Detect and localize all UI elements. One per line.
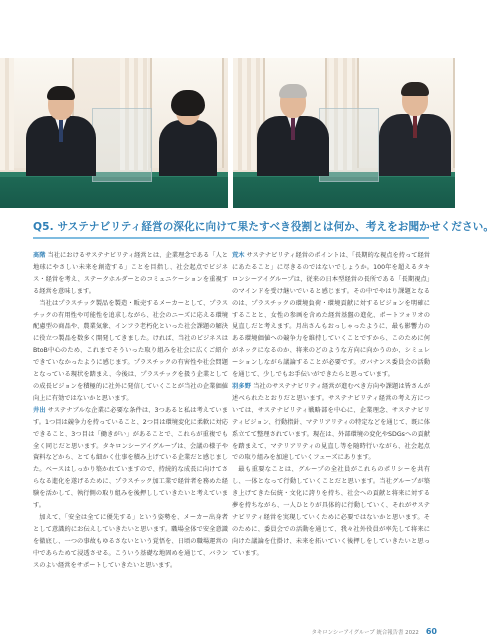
hair	[171, 90, 205, 116]
paragraph: 当社はプラスチック製品を製造・販売するメーカーとして、プラスチックの有用性や可能性を追求しながら、社会のニーズに応える環境配慮型の商品や、農業気象、インフラ老朽化といった社会課題の解決に役立つ製品を数多く開発してきました。ければ、当社のビジネスはBtoB中心のため、これまでそういった取り組みを社会に広くご紹介できていなかったように感じます。プラスチックの有害性や社会問題となっている現状を踏まえ、今後は、プラスチックを扱う企業としての成長ビジョンを積極的に社外に発信していくことが当社の企業価値向上に有効ではないかと思います。	[33, 299, 228, 402]
tie	[413, 116, 417, 138]
speaker-name: 髙階	[33, 252, 46, 259]
acrylic-partition	[92, 108, 152, 182]
report-title: タキロンシーアイグループ 統合報告書 2022	[311, 629, 419, 636]
paragraph	[33, 405, 228, 512]
person-man-left	[26, 76, 96, 176]
heading-rule	[33, 237, 429, 239]
person-man-right	[379, 72, 451, 176]
paragraph-text: サステナビリティ経営のポイントは、「長期的な視点を持って経営にあたること」に尽きるのではないでしょうか。100年を超えるタキロンシーアイグループは、従来の日本型経営の長所である「長期視点」のマインドを受け継いでいると感じます。その中でやはり課題となるのは、プラスチックの環境負荷・環境貢献に対するビジョンを明確にすることと、女性の参画を含めた経営基盤の進化、ポートフォリオの見直しだと考えます。月出さんもおっしゃったように、最も影響力のある環境価値への競争力を維持していくことですから、このために何がネックになるのか、将来のどのような方向に向かうのか、シミュレーションしながら議論することが必要です。ガバナンス委員会の活動を通じて、少しでもお手伝いができたらと思っています。	[232, 252, 431, 379]
question-heading: Q5. サステナビリティ経営の深化に向けて果たすべき役割とは何か、考えをお聞かせください。	[33, 221, 494, 233]
curtain	[0, 58, 14, 170]
person-woman	[158, 78, 218, 176]
page-number: 60	[425, 627, 437, 636]
hair	[401, 82, 429, 96]
hair	[279, 84, 307, 98]
right-column	[232, 250, 430, 560]
page-footer	[312, 627, 438, 636]
paragraph-text: 当社のサステナビリティ経営が進むべき方向や課題は皆さんが述べられたとおりだと思います。サステナビリティ経営の考え方については、サステナビリティ戦略部を中心に、企業理念、サステナビリティビジョン、行動指針、マテリアリティの特定などを通じて、既に体系立てて整理されています。現在は、外部環境の変化やSDGsへの貢献を踏まえて、マテリアリティの見直し等を随時行いながら、社会起点での取り組みを加速していくフェーズにあります。	[232, 382, 431, 462]
tie	[291, 118, 295, 140]
person-man-glasses	[257, 74, 329, 176]
jacket	[159, 120, 217, 176]
photo-left-meeting	[0, 58, 228, 208]
paragraph-text: サステナブルな企業に必要な条件は、3つあると私は考えています。1つ目は競争力を持っていること、2つ目は環境変化に柔軟に対応できること、3つ目は「働きがい」があることで、これらが重複でも全く同じだと思います。タキロンシーアイグループは、会議の様子や資料などから、とても細かく仕事を積み上げている企業だと感じました。ベースはしっかり築かれていますので、持続的な成長に向けてさらなる進化を遂げるために、プラスチック加工業で経営者を務めた経験を活かして、執行側の取り組みを後押ししていきたいと考えています。	[33, 406, 229, 510]
photo-right-meeting	[233, 58, 455, 208]
hair	[47, 86, 75, 100]
left-column	[33, 250, 228, 571]
paragraph	[232, 250, 430, 381]
paragraph-text: 当社におけるサステナビリティ経営とは、企業理念である「人と地球にやさしい未来を創造する」ことを目指し、社会起点でビジネス・経営を考え、ステークホルダーとのコミュニケーションを重視する経営を意味します。	[33, 252, 229, 295]
paragraph	[33, 250, 228, 298]
speaker-name: 羽多野	[232, 382, 252, 390]
tie	[59, 120, 63, 142]
speaker-name: 荒木	[232, 252, 245, 259]
photo-strip	[0, 58, 455, 208]
paragraph: 加えて、「安全は全てに優先する」という姿勢を、メーカー出身者として意識的にお伝えしていきたいと思います。職場全体で安全意識を徹底し、一つの事故もゆるさないという覚悟を、日頃の職場運営の中であらためて浸透させる。こういう基礎な地固めを通じて、バランスのよい経営をサポートしていきたいと思います。	[33, 513, 228, 569]
paragraph: 最も重要なことは、グループの全社員がこれらのポリシーを共有し、一体となって行動していくことだと思います。当社グループが築き上げてきた伝統・文化に誇りを持ち、社会への貢献と将来に対する夢を持ちながら、一人ひとりが具体的に行動していく、それがサステナビリティ経営を実現していくために必要ではないかと思います。そのために、委員会での活動を通じて、我々社外役員が率先して将来に向けた議論を仕掛け、未来を拓いていく後押しをしていきたいと思っています。	[232, 466, 430, 557]
paragraph	[232, 381, 430, 464]
speaker-name: 井出	[33, 406, 46, 414]
